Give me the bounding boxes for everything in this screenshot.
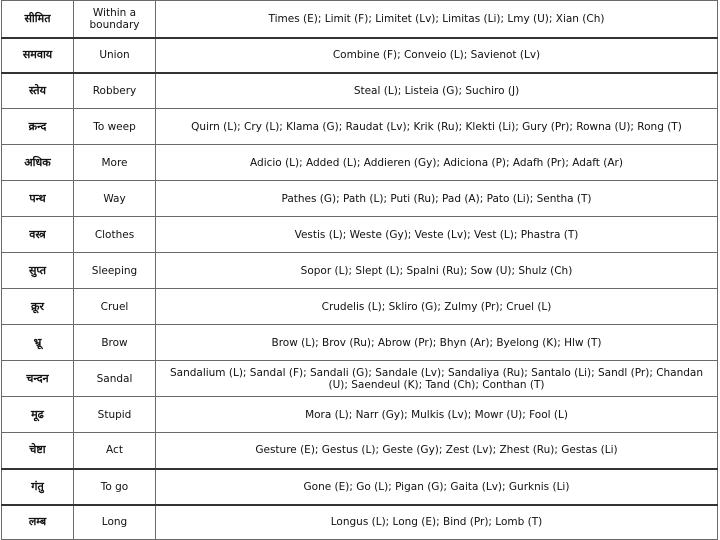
table-row — [2, 253, 718, 289]
table-row — [2, 145, 718, 181]
table-row — [2, 109, 718, 145]
table-row — [2, 433, 718, 469]
table-row — [2, 38, 718, 73]
cognates-list: Quirn (L); Cry (L); Klama (G); Raudat (Lv); Krik (Ru); Klekti (Li); Gury (Pr); Rowna (U); Rong (T) — [156, 109, 718, 145]
english-meaning: Way — [74, 181, 156, 217]
table-row — [2, 289, 718, 325]
cognates-list: Longus (L); Long (E); Bind (Pr); Lomb (T) — [156, 505, 718, 540]
table-row — [2, 217, 718, 253]
table-row — [2, 469, 718, 505]
table-row — [2, 73, 718, 109]
sanskrit-word: पन्थ — [2, 181, 74, 217]
english-meaning: Cruel — [74, 289, 156, 325]
cognates-list: Mora (L); Narr (Gy); Mulkis (Lv); Mowr (U); Fool (L) — [156, 397, 718, 433]
english-meaning: More — [74, 145, 156, 181]
english-meaning: Sleeping — [74, 253, 156, 289]
sanskrit-word: सुप्त — [2, 253, 74, 289]
cognates-list: Combine (F); Conveio (L); Savienot (Lv) — [156, 38, 718, 73]
english-meaning: Brow — [74, 325, 156, 361]
sanskrit-word: समवाय — [2, 38, 74, 73]
cognates-list: Steal (L); Listeia (G); Suchiro (J) — [156, 73, 718, 109]
cognates-list: Sopor (L); Slept (L); Spalni (Ru); Sow (U); Shulz (Ch) — [156, 253, 718, 289]
sanskrit-word: मूढ — [2, 397, 74, 433]
cognates-list: Brow (L); Brov (Ru); Abrow (Pr); Bhyn (Ar); Byelong (K); Hlw (T) — [156, 325, 718, 361]
english-meaning: To weep — [74, 109, 156, 145]
sanskrit-word: लम्ब — [2, 505, 74, 540]
english-meaning: Sandal — [74, 361, 156, 397]
english-meaning: Stupid — [74, 397, 156, 433]
sanskrit-word: क्रन्द — [2, 109, 74, 145]
sanskrit-word: सीमित — [2, 1, 74, 38]
cognates-list: Gone (E); Go (L); Pigan (G); Gaita (Lv); Gurknis (Li) — [156, 469, 718, 505]
table-row — [2, 361, 718, 397]
english-meaning: Long — [74, 505, 156, 540]
cognates-list: Crudelis (L); Skliro (G); Zulmy (Pr); Cruel (L) — [156, 289, 718, 325]
english-meaning: Union — [74, 38, 156, 73]
english-meaning: Robbery — [74, 73, 156, 109]
english-meaning: To go — [74, 469, 156, 505]
cognate-table — [1, 0, 718, 540]
english-meaning: Within a boundary — [74, 1, 156, 38]
english-meaning: Clothes — [74, 217, 156, 253]
sanskrit-word: स्तेय — [2, 73, 74, 109]
cognates-list: Gesture (E); Gestus (L); Geste (Gy); Zest (Lv); Zhest (Ru); Gestas (Li) — [156, 433, 718, 469]
table-row — [2, 325, 718, 361]
sanskrit-word: चेष्टा — [2, 433, 74, 469]
cognates-list: Vestis (L); Weste (Gy); Veste (Lv); Vest (L); Phastra (T) — [156, 217, 718, 253]
cognates-list: Pathes (G); Path (L); Puti (Ru); Pad (A); Pato (Li); Sentha (T) — [156, 181, 718, 217]
sanskrit-word: चन्दन — [2, 361, 74, 397]
sanskrit-word: अधिक — [2, 145, 74, 181]
cognates-list: Sandalium (L); Sandal (F); Sandali (G); Sandale (Lv); Sandaliya (Ru); Santalo (Li); Sandl (Pr); Chandan (U); Saendeul (K); Tand (Ch); Conthan (T) — [156, 361, 718, 397]
table-row — [2, 505, 718, 540]
table-row — [2, 397, 718, 433]
sanskrit-word: भ्रू — [2, 325, 74, 361]
english-meaning: Act — [74, 433, 156, 469]
cognates-list: Adicio (L); Added (L); Addieren (Gy); Adiciona (P); Adafh (Pr); Adaft (Ar) — [156, 145, 718, 181]
header-row — [2, 1, 718, 38]
table-row — [2, 181, 718, 217]
sanskrit-word: वस्त्र — [2, 217, 74, 253]
sanskrit-word: गंतु — [2, 469, 74, 505]
cognates-list: Times (E); Limit (F); Limitet (Lv); Limitas (Li); Lmy (U); Xian (Ch) — [156, 1, 718, 38]
sanskrit-word: क्रूर — [2, 289, 74, 325]
